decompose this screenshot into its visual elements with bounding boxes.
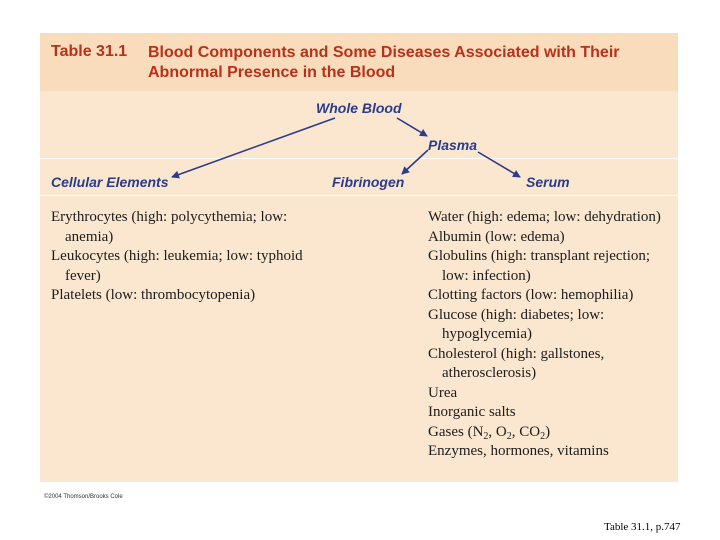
- label-whole-blood: Whole Blood: [316, 100, 402, 116]
- slide-caption: Table 31.1, p.747: [604, 521, 681, 533]
- list-item-gases: Gases ($N_2$, $O_2$, $CO_2$): [428, 423, 551, 442]
- list-item: Cholesterol (high: gallstones, atherosclerosis): [428, 345, 605, 381]
- list-item: Globulins (high: transplant rejection; low: infection): [428, 248, 651, 284]
- copyright-notice: ©2004 Thomson/Brooks Cole: [44, 494, 123, 500]
- list-item: Leukocytes (high: leukemia; low: typhoid fever): [51, 248, 303, 284]
- label-serum: Serum: [526, 174, 570, 190]
- list-item: Erythrocytes (high: polycythemia; low: anemia): [51, 209, 288, 245]
- arrow-plasma-to-serum: [478, 152, 520, 177]
- list-item: Water (high: edema; low: dehydration): [428, 209, 661, 225]
- arrow-plasma-to-fibrinogen: [402, 150, 428, 174]
- arrow-blood-to-plasma: [397, 118, 427, 136]
- list-item: Urea: [428, 384, 458, 401]
- label-plasma: Plasma: [428, 137, 478, 153]
- label-fibrinogen: Fibrinogen: [332, 174, 405, 190]
- list-item: Clotting factors (low: hemophilia): [428, 287, 634, 303]
- list-item: Platelets (low: thrombocytopenia): [51, 287, 256, 303]
- label-cellular-elements: Cellular Elements: [51, 174, 169, 190]
- arrow-blood-to-cellular: [172, 118, 335, 177]
- cellular-elements-list: [51, 208, 321, 306]
- list-item: Enzymes, hormones, vitamins: [428, 443, 609, 459]
- serum-list: [428, 208, 676, 462]
- table-title: Blood Components and Some Diseases Associated with Their Abnormal Presence in the Blood: [148, 44, 620, 81]
- list-item: Inorganic salts: [428, 404, 516, 420]
- list-item: Glucose (high: diabetes; low: hypoglycemia): [428, 306, 605, 342]
- list-item: Albumin (low: edema): [428, 228, 565, 245]
- table-number: Table 31.1: [51, 43, 128, 60]
